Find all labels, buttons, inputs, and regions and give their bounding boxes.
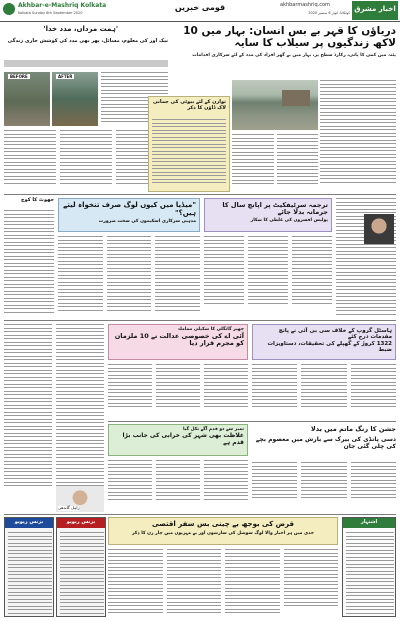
cbi-headline: ہاسٹل گروپ کے خلاف سی بی آئی نے پانچ مقدمات درج کئے [278, 328, 392, 341]
before-caption: BEFORE [10, 74, 28, 79]
before-photo [4, 72, 50, 126]
left-top-strip [4, 60, 168, 67]
business-review-ad-2 [56, 517, 106, 617]
business-review-ad-1 [4, 517, 54, 617]
cbi-text [252, 364, 396, 418]
filth-headline: غلاظت بھی شہر کی خرابی کی جانب بڑا قدم ہے [122, 432, 244, 446]
cbi-subhead: 1322 کروڑ کے گھپلے کی تحقیقات، دستاویزات ضبط [267, 341, 392, 354]
filth-story-box [108, 424, 248, 456]
bottom-banner-text [108, 549, 338, 615]
certificate-headline: ترجمہ سرٹیفکیٹ پر اپانچ سال کا جرمانہ بدلا جائے [222, 201, 328, 217]
portrait-photo [364, 214, 394, 244]
right-ad-label: اشتہار [343, 518, 395, 528]
politician-photo [56, 486, 104, 512]
media-story-subhead: مذہبی سرکاری اسکیموں کی سخت ضرورت [98, 219, 196, 225]
media-story-box [58, 198, 200, 232]
top-lead-subhead: پٹنہ میں کمی کا پانی، رکارڈ سطح پر، بہار میں بے گھر افراد کی مدد کے لئے سرکاری اقدامات [192, 53, 396, 58]
date-urdu: کولکاتا، اتوار 6 ستمبر 2020 [308, 11, 350, 15]
certificate-story-box [204, 198, 332, 232]
section-label: قومی خبریں [174, 3, 226, 12]
politician-caption: راہل گاندھی [58, 505, 80, 511]
certificate-text [204, 236, 332, 318]
bottom-banner-headline: قرض کی بوجھ بے چینی بس سفر اقتصی [152, 520, 294, 528]
after-caption: AFTER [58, 74, 73, 79]
side-headline: جھوٹ کا کوچ [21, 197, 54, 203]
quote-headline: توازن کے لئے بیوٹی کی جمانی لاک ڈاؤن کا ذکر [153, 99, 226, 111]
bottom-banner-box [108, 517, 338, 545]
left-top-columns [4, 130, 168, 190]
business-review-ad-2-text [60, 532, 104, 616]
right-ad [342, 517, 396, 617]
quote-text [152, 119, 226, 189]
globe-icon [3, 3, 15, 15]
lower-left-text [4, 324, 104, 492]
masthead-logo: اخبار مشرق [352, 1, 398, 20]
court-subhead: جھیر گانگلی کا شکیلی مماملہ [177, 327, 244, 332]
court-headline: آئی اے کی خصوصی عدالت نے 10 ملزمان کو مجرم قرار دیا [114, 332, 244, 348]
left-top-headline: 'ہمت مرداں، مدد خدا' [43, 25, 118, 33]
flood-photo-house [282, 90, 310, 106]
divider-1 [4, 194, 396, 195]
left-top-subhead: نیک اور کی معلوم، مسائل، پھر بھی مدد کی کوشش جاری زندگی [7, 38, 168, 44]
flood-below-text [232, 134, 318, 190]
celebration-headline: جشن کا رنگ ماتم میں بدلا [310, 425, 396, 433]
celebration-subhead: دسی پانڈی کی بیرک سے بارش میں معصوم بچے کی چلی گئی جان [255, 436, 396, 450]
divider-4 [4, 514, 396, 515]
court-text [108, 364, 248, 418]
celebration-text [252, 462, 396, 510]
publication-date: Kolkata Sunday 6th September 2020 [18, 11, 83, 15]
side-text [4, 210, 54, 318]
business-review-label-1: بزنس ریویو [5, 518, 53, 528]
after-photo [52, 72, 98, 126]
right-ad-text [346, 532, 394, 616]
publication-name: Akhbar-e-Mashriq Kolkata [18, 2, 107, 9]
media-story-headline: "میڈیا میں کیوں لوگ صرف تنخواہ لیتے ہیں؟" [63, 201, 196, 217]
flood-photo [232, 80, 318, 130]
filth-text [108, 460, 248, 510]
business-review-ad-1-text [8, 532, 52, 616]
divider-3 [108, 421, 396, 422]
certificate-subhead: پولیس افسروں کی غلطی کا شکار [250, 218, 328, 224]
filth-subhead: نمبر سے دو قدم آگے نکل گیا [182, 427, 244, 432]
website: akhbarmashriq.com [280, 2, 330, 8]
media-story-text [58, 236, 200, 318]
quote-box [148, 96, 230, 192]
top-lead-headline: دریاؤں کا قہر بے بس انسان: بہار میں 10 لاکھ زندگیوں پر سیلاب کا سایہ [183, 25, 396, 49]
court-story-box [108, 324, 248, 360]
business-review-label-2: بزنس ریویو [57, 518, 105, 528]
cbi-story-box [252, 324, 396, 360]
bottom-banner-subhead: حدی میں ہر اخبار والا لوگ سوشل کی سازشوں اور بے مہریوں میں چار زن کا ذکر [132, 530, 314, 536]
divider-2 [4, 320, 396, 321]
flood-photo-side-text [320, 80, 396, 190]
masthead [0, 0, 400, 22]
